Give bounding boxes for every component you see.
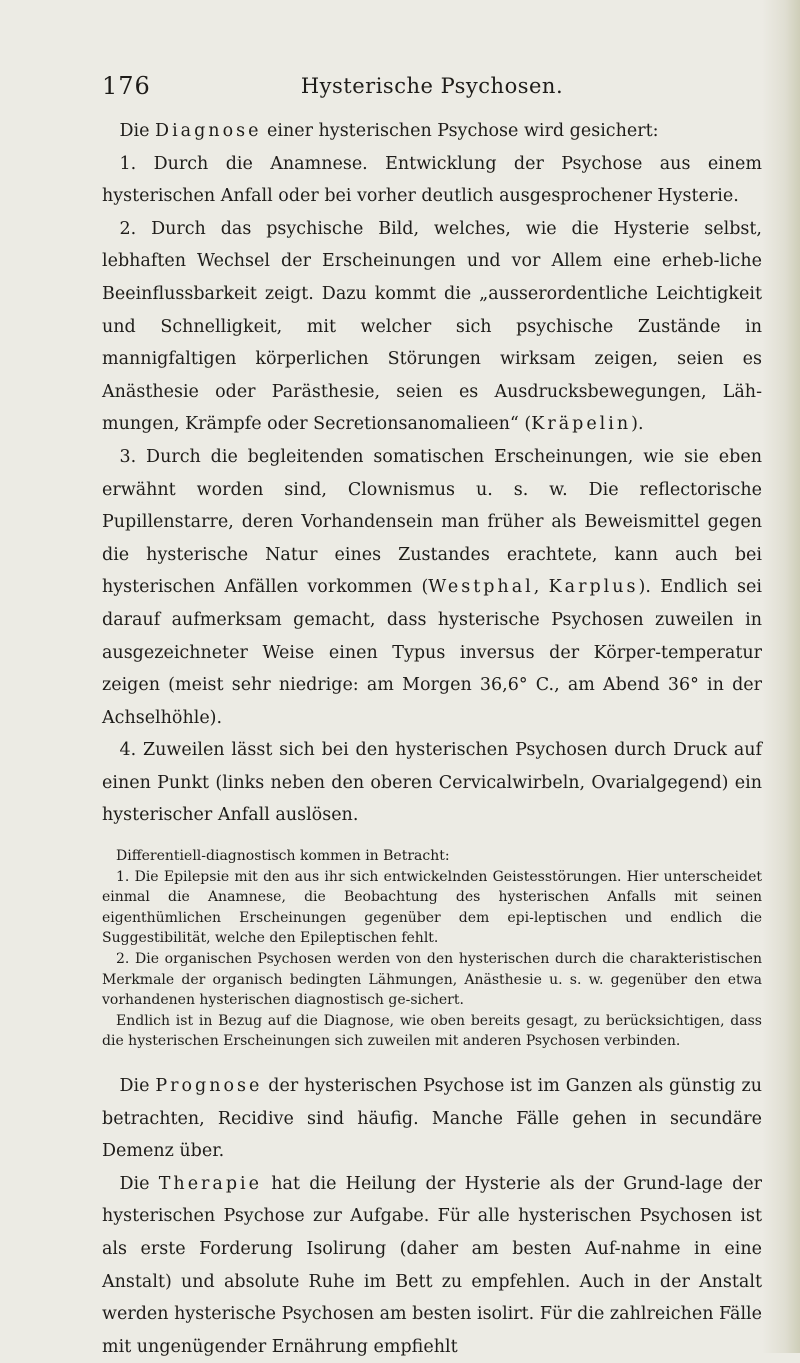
diagnose-intro [102,115,762,148]
author-westphal: Westphal [428,577,534,598]
diagnose-item-4-text: 4. Zuweilen lässt sich bei den hysterischen Psychosen durch Druck auf einen Punkt (links neben den oberen Cervicalwirbeln, Ovarialgegend) ein hysterischer Anfall auslösen. [102,740,762,826]
prognose-keyword: Prognose [155,1076,263,1096]
diagnose-item-2-end: ). [631,414,644,435]
therapie-before: Die [119,1173,159,1194]
prognose-after: der hysterischen Psychose ist im Ganzen als günstig zu betrachten, Recidive sind häufig. Manche Fälle gehen in secundäre Demenz über. [102,1076,762,1162]
page-edge-shading [762,0,800,1353]
differential-closing-text: Endlich ist in Bezug auf die Diagnose, wie oben bereits gesagt, zu berücksichtigen, dass die hysterischen Erscheinungen sich zuweilen mit anderen Psychosen verbinden. [102,1012,762,1050]
prognose-before: Die [119,1076,156,1096]
page-header [102,72,762,106]
diagnose-intro-after: einer hysterischen Psychose wird gesichert: [261,121,659,141]
therapie-after: hat die Heilung der Hysterie als der Grund-lage der hysterischen Psychose zur Aufgabe. Für alle hysterischen Psychosen ist als erste Forderung Isolirung (daher am besten Auf-nahme in eine Anstalt) und absolute Ruhe im Bett zu empfehlen. Auch in der Anstalt werden hysterische Psychosen am besten isolirt. Für die zahlreichen Fälle mit ungenügender Ernährung empfiehlt [102,1173,762,1357]
diagnose-item-2-text: 2. Durch das psychische Bild, welches, wie die Hysterie selbst, lebhaften Wechsel der Erscheinungen und vor Allem eine erheb-liche Beeinflussbarkeit zeigt. Dazu kommt die „ausserordentliche Leichtigkeit und Schnelligkeit, mit welcher sich psychische Zustände in mannigfaltigen körperlichen Störungen wirksam zeigen, seien es Anästhesie oder Parästhesie, seien es Ausdrucksbewegungen, Läh-mungen, Krämpfe oder Secretionsanomalieen“ ( [102,218,762,435]
page-number: 176 [102,72,151,100]
diagnose-item-1 [102,148,762,213]
differential-item-2 [102,949,762,1011]
prognose-therapie-section [102,1070,762,1363]
running-title: Hysterische Psychosen. [300,74,564,98]
prognose-paragraph [102,1070,762,1168]
author-karplus: Karplus [548,577,639,598]
therapie-keyword: Therapie [158,1173,263,1194]
differential-item-1-text: 1. Die Epilepsie mit den aus ihr sich entwickelnden Geistesstörungen. Hier unterscheidet einmal die Anamnese, die Beobachtung des hysterischen Anfalls mit seinen eigenthümlichen Erscheinungen gegenüber dem epi-leptischen und endlich die Suggestibilität, welche den Epileptischen fehlt. [102,868,762,947]
differential-item-1 [102,867,762,949]
diagnose-item-3 [102,441,762,734]
therapie-paragraph [102,1168,762,1363]
differential-closing [102,1011,762,1052]
diagnose-item-2 [102,213,762,441]
diagnose-item-1-text: 1. Durch die Anamnese. Entwicklung der Psychose aus einem hysterischen Anfall oder bei vorher deutlich ausgesprochener Hysterie. [102,153,762,207]
diagnose-intro-before: Die [119,121,156,141]
diagnose-keyword: Diagnose [155,121,262,141]
differential-item-2-text: 2. Die organischen Psychosen werden von den hysterischen durch die charakteristischen Merkmale der organisch bedingten Lähmungen, Anästhesie u. s. w. gegenüber den etwa vorhandenen hysterischen diagnostisch ge-sichert. [102,951,762,1009]
differential-heading [102,846,762,867]
diagnose-item-3-text: 3. Durch die begleitenden somatischen Erscheinungen, wie sie eben erwähnt worden sind, Clownismus u. s. w. Die reflectorische Pupillenstarre, deren Vorhandensein man früher als Beweismittel gegen die hysterische Natur eines Zustandes erachtete, kann auch bei hysterischen Anfällen vorkommen ( [102,446,762,598]
page-body [102,115,762,1363]
diagnose-item-3-end: ). Endlich sei darauf aufmerksam gemacht, dass hysterische Psychosen zuweilen in ausgezeichneter Weise einen Typus inversus der Körper-temperatur zeigen (meist sehr niedrige: am Morgen 36,6° C., am Abend 36° in der Achselhöhle). [102,577,762,728]
differential-diagnosis-section [102,846,762,1052]
differential-heading-text: Differentiell-diagnostisch kommen in Betracht: [116,848,450,865]
diagnose-item-4 [102,734,762,832]
author-kraepelin: Kräpelin [531,414,632,435]
diagnose-item-3-sep: , [533,577,549,598]
